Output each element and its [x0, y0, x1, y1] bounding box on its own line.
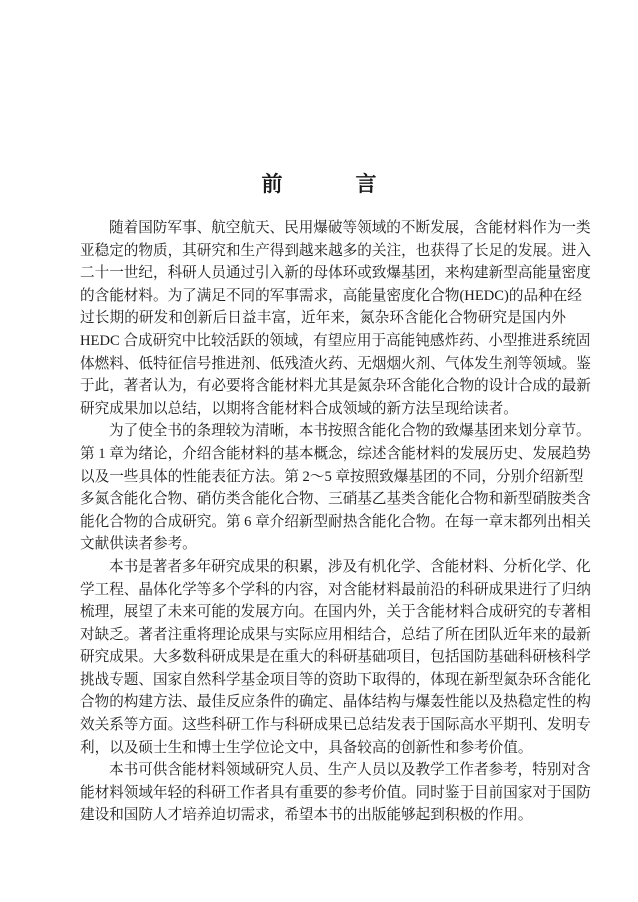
paragraph [80, 759, 591, 827]
text-line: 文献供读者参考。 [80, 536, 197, 553]
text-line: 对缺乏。著者注重将理论成果与实际应用相结合，总结了所在团队近年来的最新 [80, 626, 591, 643]
text-line: 梳理，展望了未来可能的发展方向。在国内外，关于含能材料合成研究的专著相 [80, 604, 591, 621]
paragraph [80, 217, 591, 420]
paragraph [80, 556, 591, 759]
text-line: 本书是著者多年研究成果的积累，涉及有机化学、含能材料、分析化学、化 [109, 558, 591, 575]
text-line: 亚稳定的物质，其研究和生产得到越来越多的关注，也获得了长足的发展。进入 [80, 242, 591, 259]
text-line: 能材料领域年轻的科研工作者具有重要的参考价值。同时鉴于目前国家对于国防 [80, 784, 591, 801]
text-line: 本书可供含能材料领域研究人员、生产人员以及教学工作者参考，特别对含 [109, 762, 591, 779]
text-line: 为了使全书的条理较为清晰，本书按照含能化合物的致爆基团来划分章节。 [109, 423, 591, 440]
text-line: 于此，著者认为，有必要将含能材料尤其是氮杂环含能化合物的设计合成的最新 [80, 378, 591, 395]
page-title: 前 言 [261, 172, 403, 196]
preface-body [80, 217, 591, 827]
text-line: 多氮含能化合物、硝仿类含能化合物、三硝基乙基类含能化合物和新型硝胺类含 [80, 491, 591, 508]
text-line: 体燃料、低特征信号推进剂、低残渣火药、无烟烟火剂、气体发生剂等领域。鉴 [80, 355, 591, 372]
text-line: 的含能材料。为了满足不同的军事需求，高能量密度化合物(HEDC)的品种在经 [80, 287, 582, 304]
text-line: 以及一些具体的性能表征方法。第 2～5 章按照致爆基团的不同，分别介绍新型 [80, 468, 584, 485]
text-line: 研究成果。大多数科研成果是在重大的科研基础项目，包括国防基础科研核科学 [80, 649, 591, 666]
text-line: 二十一世纪，科研人员通过引入新的母体环或致爆基团，来构建新型高能量密度 [80, 265, 591, 282]
text-line: 合物的构建方法、最佳反应条件的确定、晶体结构与爆轰性能以及热稳定性的构 [80, 694, 591, 711]
text-line: 第 1 章为绪论，介绍含能材料的基本概念，综述含能材料的发展历史、发展趋势 [80, 445, 591, 462]
text-line: 能化合物的合成研究。第 6 章介绍新型耐热含能化合物。在每一章末都列出相关 [80, 513, 591, 530]
text-line: 研究成果加以总结，以期将含能材料合成领域的新方法呈现给读者。 [80, 400, 518, 417]
text-line: 过长期的研发和创新后日益丰富，近年来，氮杂环含能化合物研究是国内外 [80, 310, 566, 327]
text-line: 学工程、晶体化学等多个学科的内容，对含能材料最前沿的科研成果进行了归纳 [80, 581, 591, 598]
text-line: 建设和国防人才培养迫切需求，希望本书的出版能够起到积极的作用。 [80, 807, 533, 824]
text-line: HEDC 合成研究中比较活跃的领域，有望应用于高能钝感炸药、小型推进系统固 [80, 332, 591, 349]
paragraph [80, 420, 591, 556]
text-line: 利，以及硕士生和博士生学位论文中，具备较高的创新性和参考价值。 [80, 739, 533, 756]
text-line: 效关系等方面。这些科研工作与科研成果已总结发表于国际高水平期刊、发明专 [80, 717, 591, 734]
text-line: 随着国防军事、航空航天、民用爆破等领域的不断发展，含能材料作为一类 [109, 220, 591, 236]
text-line: 挑战专题、国家自然科学基金项目等的资助下取得的，体现在新型氮杂环含能化 [80, 671, 591, 688]
